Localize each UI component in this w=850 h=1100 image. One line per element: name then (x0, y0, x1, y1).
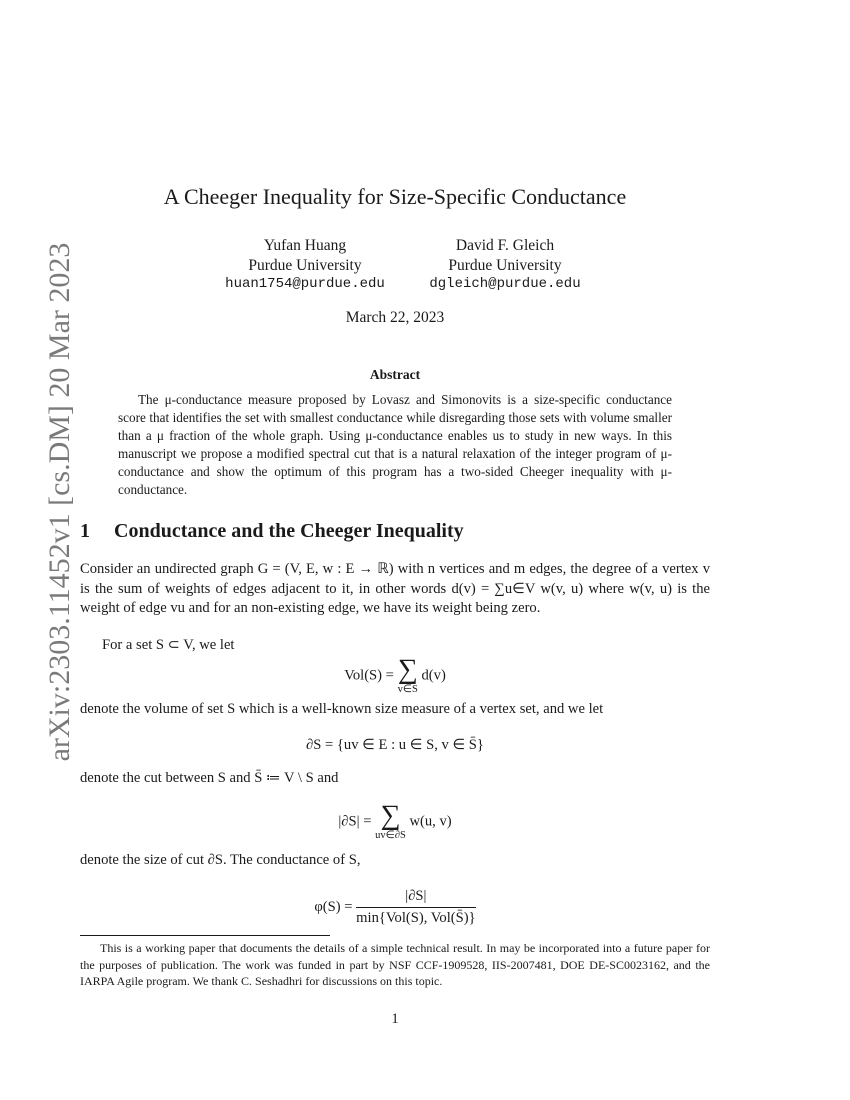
fraction (356, 888, 475, 927)
abstract-heading: Abstract (369, 367, 421, 382)
equation-conductance (80, 888, 710, 927)
equation-rhs: w(u, v) (409, 813, 452, 830)
equation-lhs: Vol(S) = (344, 667, 394, 684)
section-heading (80, 520, 464, 543)
author-email: huan1754@purdue.edu (225, 276, 385, 292)
sum-subscript: uv∈∂S (375, 830, 406, 841)
paper-title: A Cheeger Inequality for Size-Specific Conductance (163, 184, 627, 209)
author-name: Yufan Huang (263, 237, 347, 254)
sum-symbol: ∑ (380, 800, 401, 831)
sum-subscript: v∈S (397, 684, 418, 695)
fraction-numerator: |∂S| (356, 888, 475, 908)
section-number: 1 (80, 520, 90, 542)
equation-rhs: d(v) (421, 667, 446, 684)
author-block (205, 236, 405, 295)
author-affiliation: Purdue University (448, 256, 562, 274)
fraction-denominator: min{Vol(S), Vol(S̄)} (356, 910, 476, 926)
paper-date: March 22, 2023 (345, 309, 445, 326)
footnote: This is a working paper that documents the details of a simple technical result. In may be incorporated into a future paper for the purposes of publication. The work was funded in part by NSF CCF-1909528, IIS-2007481, DOE DE-SC0023162, and the IARPA Agile program. We thank C. Seshadhri for discussions on this topic. (80, 941, 710, 988)
equation-cut: ∂S = {uv ∈ E : u ∈ S, v ∈ S̄} (306, 737, 484, 753)
author-name: David F. Gleich (455, 237, 555, 254)
body-paragraph: Consider an undirected graph G = (V, E, w : E → ℝ) with n vertices and m edges, the degree of a vertex v is the sum of weights of edges adjacent to it, in other words d(v) = ∑u∈V w(v, u) where w(v, u) is the weight of edge vu and for an non-existing edge, we have its weight being zero. (80, 561, 710, 617)
footnote-rule (80, 935, 330, 936)
page-number: 1 (391, 1011, 399, 1027)
sum-operator (398, 656, 418, 696)
sum-operator (375, 802, 406, 842)
body-paragraph: For a set S ⊂ V, we let (102, 637, 235, 653)
body-paragraph: denote the size of cut ∂S. The conductance of S, (80, 852, 361, 868)
body-paragraph: denote the volume of set S which is a well-known size measure of a vertex set, and we let (80, 701, 604, 717)
arxiv-sidebar-stamp: arXiv:2303.11452v1 [cs.DM] 20 Mar 2023 (43, 242, 76, 762)
body-paragraph: denote the cut between S and S̄ ≔ V \ S and (80, 770, 339, 786)
sum-symbol: ∑ (397, 654, 418, 685)
abstract-text: The μ-conductance measure proposed by Lovasz and Simonovits is a size-specific conductance score that identifies the set with smallest conductance while disregarding those sets with volume smaller than a μ fraction of the whole graph. Using μ-conductance enables us to study in new ways. In this manuscript we propose a modified spectral cut that is a natural relaxation of the integer program of μ-conductance and show the optimum of this program has a two-sided Cheeger inequality with μ-conductance. (118, 392, 672, 497)
author-email: dgleich@purdue.edu (429, 276, 581, 292)
equation-cut-size (80, 802, 710, 842)
section-title: Conductance and the Cheeger Inequality (114, 520, 464, 542)
equation-volume (80, 656, 710, 696)
equation-lhs: φ(S) = (314, 898, 353, 915)
author-block (405, 236, 605, 295)
author-affiliation: Purdue University (248, 256, 362, 274)
equation-lhs: |∂S| = (338, 813, 372, 830)
